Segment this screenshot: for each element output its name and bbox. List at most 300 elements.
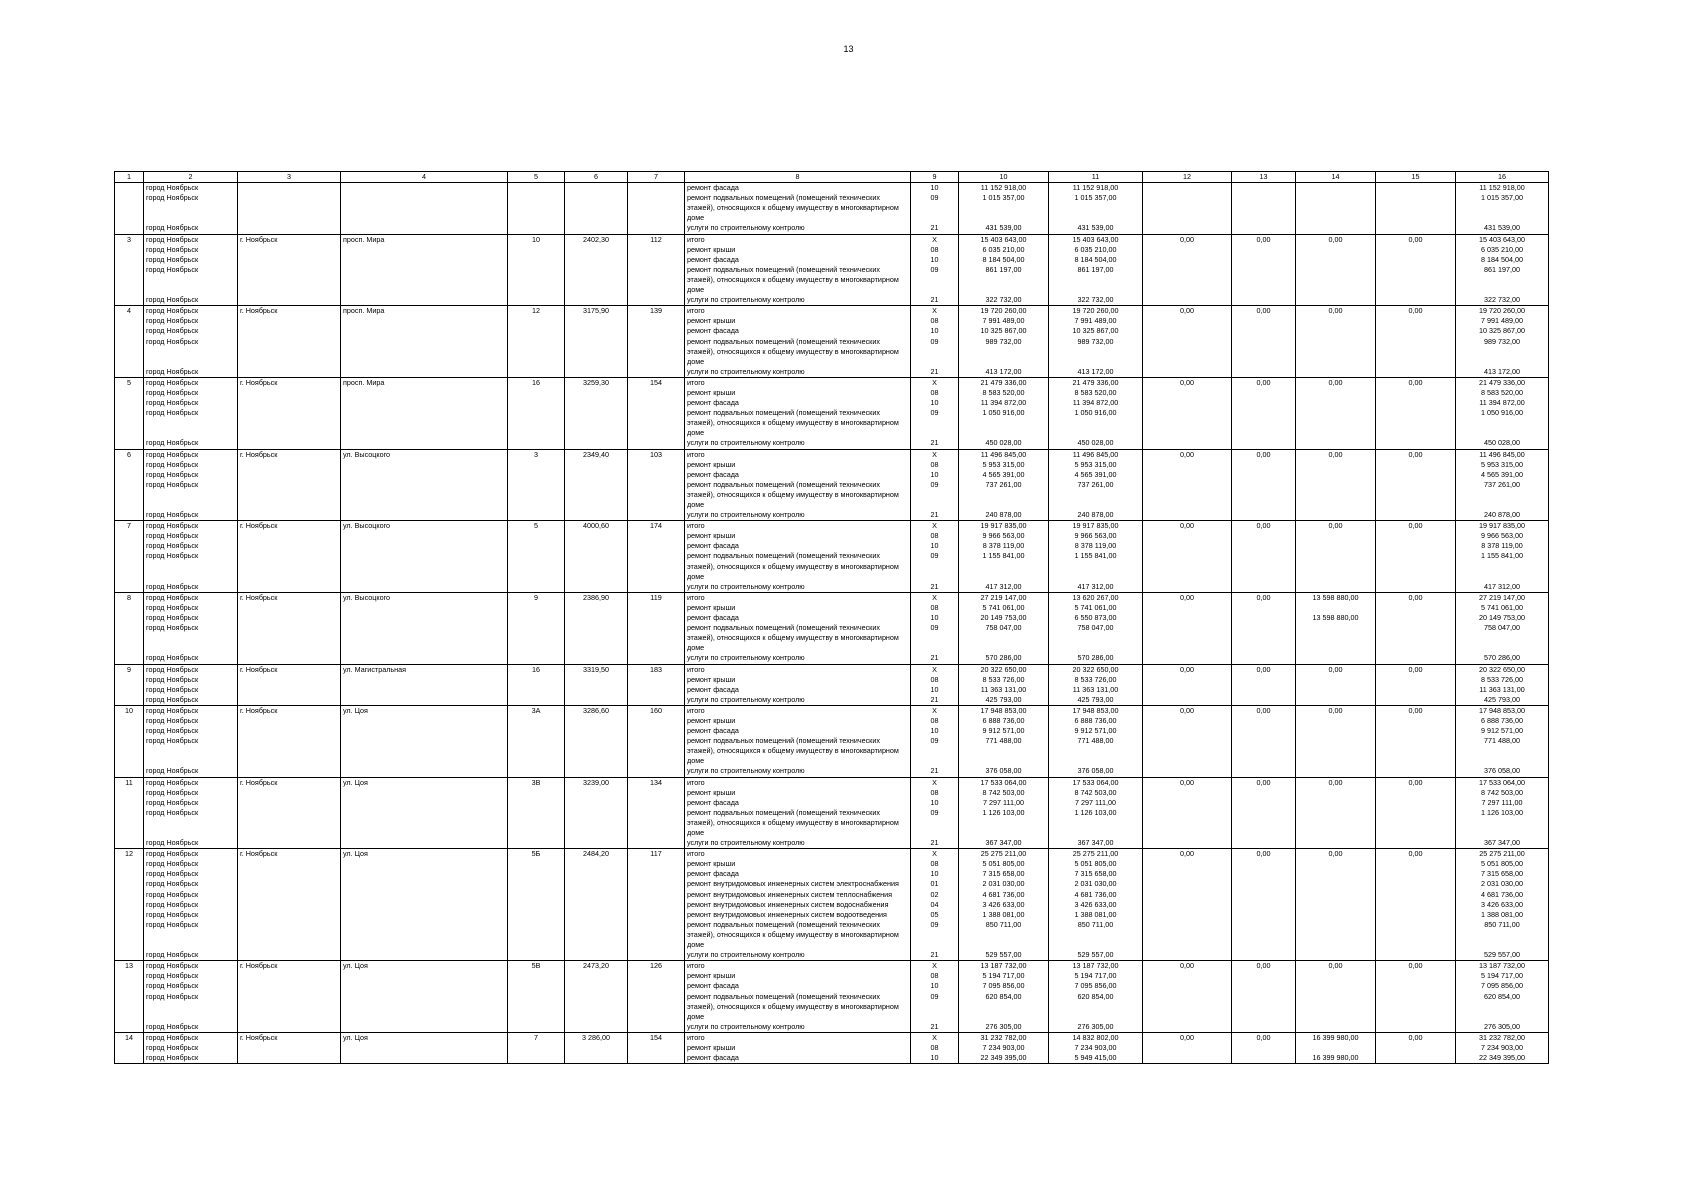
cell-owners-funds: 0,00 xyxy=(1296,705,1376,716)
cell-street xyxy=(341,726,508,736)
cell-residents xyxy=(628,879,685,889)
header-cell: 10 xyxy=(959,172,1049,183)
cell-num xyxy=(115,869,144,879)
cell-col-15 xyxy=(1376,531,1456,541)
cell-col-15: 0,00 xyxy=(1376,849,1456,860)
cell-house xyxy=(508,531,565,541)
header-cell: 6 xyxy=(565,172,628,183)
cell-col-13 xyxy=(1232,265,1296,295)
cell-work-type: ремонт крыши xyxy=(685,388,911,398)
cell-total-cost: 17 948 853,00 xyxy=(959,705,1049,716)
cell-municipal-budget xyxy=(1143,510,1232,521)
cell-total: 9 912 571,00 xyxy=(1456,726,1549,736)
cell-street xyxy=(341,460,508,470)
cell-residents xyxy=(628,869,685,879)
cell-total: 8 533 726,00 xyxy=(1456,675,1549,685)
cell-num xyxy=(115,685,144,695)
cell-total: 22 349 395,00 xyxy=(1456,1053,1549,1064)
cell-street xyxy=(341,1022,508,1033)
cell-street: ул. Цоя xyxy=(341,705,508,716)
cell-municipal-budget xyxy=(1143,438,1232,449)
cell-col-15 xyxy=(1376,623,1456,653)
cell-street xyxy=(341,971,508,981)
table-row xyxy=(115,890,1549,900)
cell-num: 11 xyxy=(115,777,144,788)
cell-total: 570 286,00 xyxy=(1456,653,1549,664)
cell-municipal-budget xyxy=(1143,726,1232,736)
table-row xyxy=(115,950,1549,961)
cell-locality xyxy=(238,716,341,726)
cell-municipal-budget: 0,00 xyxy=(1143,1032,1232,1043)
cell-municipality: город Ноябрьск xyxy=(144,716,238,726)
cell-work-type: итого xyxy=(685,592,911,603)
cell-col-13: 0,00 xyxy=(1232,777,1296,788)
cell-municipality: город Ноябрьск xyxy=(144,766,238,777)
cell-street xyxy=(341,869,508,879)
cell-regional-fund: 4 681 736,00 xyxy=(1049,890,1143,900)
cell-work-code: 09 xyxy=(911,808,959,838)
cell-area xyxy=(565,623,628,653)
cell-house xyxy=(508,551,565,581)
cell-municipal-budget xyxy=(1143,316,1232,326)
table-row xyxy=(115,798,1549,808)
cell-total-cost: 1 126 103,00 xyxy=(959,808,1049,838)
cell-residents: 126 xyxy=(628,961,685,972)
cell-area: 2402,30 xyxy=(565,234,628,245)
cell-municipality: город Ноябрьск xyxy=(144,900,238,910)
table-row xyxy=(115,388,1549,398)
cell-col-15 xyxy=(1376,408,1456,438)
header-cell: 3 xyxy=(238,172,341,183)
cell-col-13 xyxy=(1232,183,1296,194)
cell-municipal-budget xyxy=(1143,653,1232,664)
cell-total-cost: 1 050 916,00 xyxy=(959,408,1049,438)
cell-area xyxy=(565,541,628,551)
cell-num xyxy=(115,1043,144,1053)
cell-total: 240 878,00 xyxy=(1456,510,1549,521)
cell-regional-fund: 417 312,00 xyxy=(1049,582,1143,593)
cell-municipal-budget xyxy=(1143,675,1232,685)
cell-municipal-budget xyxy=(1143,992,1232,1022)
cell-owners-funds xyxy=(1296,531,1376,541)
cell-street xyxy=(341,992,508,1022)
cell-col-15: 0,00 xyxy=(1376,592,1456,603)
cell-total-cost: 17 533 064,00 xyxy=(959,777,1049,788)
cell-work-code: 08 xyxy=(911,675,959,685)
cell-street xyxy=(341,438,508,449)
cell-residents: 174 xyxy=(628,521,685,532)
cell-col-15 xyxy=(1376,653,1456,664)
cell-locality xyxy=(238,992,341,1022)
cell-residents xyxy=(628,859,685,869)
cell-work-code: 21 xyxy=(911,695,959,706)
cell-work-type: ремонт подвальных помещений (помещений технических этажей), относящихся к общему имуществу в многоквартирном доме xyxy=(685,193,911,223)
cell-regional-fund: 276 305,00 xyxy=(1049,1022,1143,1033)
cell-col-13 xyxy=(1232,900,1296,910)
cell-owners-funds xyxy=(1296,879,1376,889)
table-row xyxy=(115,408,1549,438)
house-total-row xyxy=(115,449,1549,460)
cell-work-type: ремонт подвальных помещений (помещений технических этажей), относящихся к общему имуществу в многоквартирном доме xyxy=(685,992,911,1022)
cell-area xyxy=(565,675,628,685)
cell-regional-fund: 570 286,00 xyxy=(1049,653,1143,664)
table-row xyxy=(115,470,1549,480)
cell-work-code: 10 xyxy=(911,726,959,736)
cell-municipal-budget xyxy=(1143,859,1232,869)
cell-residents xyxy=(628,183,685,194)
cell-area: 2349,40 xyxy=(565,449,628,460)
cell-house xyxy=(508,223,565,234)
cell-locality xyxy=(238,869,341,879)
cell-municipal-budget xyxy=(1143,716,1232,726)
cell-municipal-budget: 0,00 xyxy=(1143,705,1232,716)
cell-total: 5 953 315,00 xyxy=(1456,460,1549,470)
cell-street xyxy=(341,541,508,551)
cell-work-code: 10 xyxy=(911,685,959,695)
cell-municipality: город Ноябрьск xyxy=(144,1022,238,1033)
cell-locality xyxy=(238,798,341,808)
cell-num xyxy=(115,470,144,480)
cell-area: 4000,60 xyxy=(565,521,628,532)
cell-work-code: 10 xyxy=(911,1053,959,1064)
cell-municipal-budget xyxy=(1143,1053,1232,1064)
cell-house xyxy=(508,685,565,695)
cell-house xyxy=(508,603,565,613)
cell-house xyxy=(508,337,565,367)
cell-municipality: город Ноябрьск xyxy=(144,460,238,470)
table-row xyxy=(115,920,1549,950)
cell-num xyxy=(115,316,144,326)
cell-house xyxy=(508,736,565,766)
cell-num xyxy=(115,613,144,623)
cell-municipal-budget xyxy=(1143,1022,1232,1033)
cell-owners-funds xyxy=(1296,838,1376,849)
cell-col-15 xyxy=(1376,981,1456,991)
cell-municipal-budget: 0,00 xyxy=(1143,777,1232,788)
cell-work-code: 08 xyxy=(911,316,959,326)
cell-residents xyxy=(628,295,685,306)
cell-col-15: 0,00 xyxy=(1376,664,1456,675)
cell-locality: г. Ноябрьск xyxy=(238,777,341,788)
cell-locality: г. Ноябрьск xyxy=(238,592,341,603)
cell-area xyxy=(565,316,628,326)
header-cell: 2 xyxy=(144,172,238,183)
cell-house xyxy=(508,920,565,950)
cell-total: 31 232 782,00 xyxy=(1456,1032,1549,1043)
cell-num xyxy=(115,603,144,613)
cell-regional-fund: 11 152 918,00 xyxy=(1049,183,1143,194)
cell-municipality: город Ноябрьск xyxy=(144,675,238,685)
cell-work-type: итого xyxy=(685,377,911,388)
cell-total: 11 394 872,00 xyxy=(1456,398,1549,408)
cell-house xyxy=(508,950,565,961)
cell-house xyxy=(508,879,565,889)
cell-work-type: ремонт фасада xyxy=(685,398,911,408)
cell-work-type: ремонт подвальных помещений (помещений технических этажей), относящихся к общему имуществу в многоквартирном доме xyxy=(685,920,911,950)
cell-owners-funds xyxy=(1296,992,1376,1022)
table-row xyxy=(115,910,1549,920)
cell-col-15 xyxy=(1376,245,1456,255)
cell-work-code: X xyxy=(911,1032,959,1043)
cell-total-cost: 9 912 571,00 xyxy=(959,726,1049,736)
cell-municipal-budget xyxy=(1143,685,1232,695)
cell-municipality: город Ноябрьск xyxy=(144,788,238,798)
cell-owners-funds xyxy=(1296,255,1376,265)
cell-municipality: город Ноябрьск xyxy=(144,245,238,255)
cell-municipality: город Ноябрьск xyxy=(144,255,238,265)
cell-owners-funds xyxy=(1296,981,1376,991)
cell-total-cost: 529 557,00 xyxy=(959,950,1049,961)
cell-municipal-budget: 0,00 xyxy=(1143,849,1232,860)
cell-house xyxy=(508,900,565,910)
cell-col-13 xyxy=(1232,398,1296,408)
cell-regional-fund: 5 949 415,00 xyxy=(1049,1053,1143,1064)
cell-owners-funds xyxy=(1296,193,1376,223)
cell-num xyxy=(115,582,144,593)
cell-regional-fund: 8 533 726,00 xyxy=(1049,675,1143,685)
cell-total: 5 741 061,00 xyxy=(1456,603,1549,613)
cell-col-15: 0,00 xyxy=(1376,961,1456,972)
cell-house xyxy=(508,981,565,991)
cell-area xyxy=(565,510,628,521)
cell-municipality: город Ноябрьск xyxy=(144,859,238,869)
table-row xyxy=(115,438,1549,449)
cell-col-15 xyxy=(1376,183,1456,194)
cell-municipality: город Ноябрьск xyxy=(144,316,238,326)
cell-total-cost: 6 888 736,00 xyxy=(959,716,1049,726)
cell-total-cost: 5 194 717,00 xyxy=(959,971,1049,981)
cell-col-13 xyxy=(1232,808,1296,838)
cell-regional-fund: 1 388 081,00 xyxy=(1049,910,1143,920)
cell-municipality: город Ноябрьск xyxy=(144,223,238,234)
cell-locality xyxy=(238,726,341,736)
cell-num xyxy=(115,541,144,551)
cell-work-type: услуги по строительному контролю xyxy=(685,223,911,234)
cell-total: 7 315 658,00 xyxy=(1456,869,1549,879)
cell-work-type: итого xyxy=(685,1032,911,1043)
cell-col-15 xyxy=(1376,326,1456,336)
cell-owners-funds xyxy=(1296,245,1376,255)
cell-owners-funds xyxy=(1296,510,1376,521)
cell-total-cost: 240 878,00 xyxy=(959,510,1049,521)
cell-num xyxy=(115,890,144,900)
cell-regional-fund: 1 050 916,00 xyxy=(1049,408,1143,438)
cell-col-13 xyxy=(1232,551,1296,581)
cell-locality xyxy=(238,736,341,766)
cell-residents xyxy=(628,245,685,255)
cell-street xyxy=(341,337,508,367)
cell-locality xyxy=(238,460,341,470)
cell-total: 8 184 504,00 xyxy=(1456,255,1549,265)
cell-total: 25 275 211,00 xyxy=(1456,849,1549,860)
cell-locality xyxy=(238,1053,341,1064)
cell-regional-fund: 4 565 391,00 xyxy=(1049,470,1143,480)
table-row xyxy=(115,337,1549,367)
cell-municipal-budget xyxy=(1143,950,1232,961)
cell-street xyxy=(341,920,508,950)
cell-work-type: ремонт крыши xyxy=(685,971,911,981)
cell-street xyxy=(341,623,508,653)
cell-municipality: город Ноябрьск xyxy=(144,623,238,653)
cell-municipality: город Ноябрьск xyxy=(144,705,238,716)
cell-num xyxy=(115,859,144,869)
cell-regional-fund: 20 322 650,00 xyxy=(1049,664,1143,675)
cell-owners-funds: 0,00 xyxy=(1296,234,1376,245)
cell-col-13 xyxy=(1232,992,1296,1022)
cell-work-code: X xyxy=(911,449,959,460)
cell-num: 5 xyxy=(115,377,144,388)
cell-total-cost: 8 184 504,00 xyxy=(959,255,1049,265)
cell-col-15 xyxy=(1376,510,1456,521)
cell-residents xyxy=(628,623,685,653)
cell-total-cost: 6 035 210,00 xyxy=(959,245,1049,255)
cell-col-15 xyxy=(1376,992,1456,1022)
cell-work-type: услуги по строительному контролю xyxy=(685,766,911,777)
cell-total: 529 557,00 xyxy=(1456,950,1549,961)
cell-municipality: город Ноябрьск xyxy=(144,510,238,521)
cell-locality xyxy=(238,398,341,408)
cell-residents: 112 xyxy=(628,234,685,245)
cell-area xyxy=(565,480,628,510)
cell-work-code: X xyxy=(911,306,959,317)
cell-area xyxy=(565,408,628,438)
table-row xyxy=(115,265,1549,295)
cell-num xyxy=(115,695,144,706)
cell-total-cost: 11 496 845,00 xyxy=(959,449,1049,460)
cell-work-code: 21 xyxy=(911,582,959,593)
cell-area xyxy=(565,808,628,838)
cell-work-type: услуги по строительному контролю xyxy=(685,695,911,706)
cell-municipal-budget xyxy=(1143,295,1232,306)
cell-col-13 xyxy=(1232,726,1296,736)
cell-owners-funds xyxy=(1296,183,1376,194)
cell-owners-funds xyxy=(1296,388,1376,398)
cell-owners-funds xyxy=(1296,716,1376,726)
cell-work-type: услуги по строительному контролю xyxy=(685,1022,911,1033)
cell-residents xyxy=(628,603,685,613)
cell-residents xyxy=(628,950,685,961)
cell-house xyxy=(508,798,565,808)
cell-residents: 154 xyxy=(628,377,685,388)
cell-street xyxy=(341,582,508,593)
cell-owners-funds xyxy=(1296,551,1376,581)
cell-house: 5В xyxy=(508,961,565,972)
cell-col-15 xyxy=(1376,798,1456,808)
cell-municipality: город Ноябрьск xyxy=(144,736,238,766)
cell-work-type: ремонт крыши xyxy=(685,716,911,726)
cell-total-cost: 1 155 841,00 xyxy=(959,551,1049,581)
cell-num xyxy=(115,223,144,234)
cell-col-15 xyxy=(1376,551,1456,581)
cell-municipality: город Ноябрьск xyxy=(144,551,238,581)
cell-owners-funds xyxy=(1296,798,1376,808)
cell-col-13 xyxy=(1232,367,1296,378)
cell-area: 3175,90 xyxy=(565,306,628,317)
cell-work-code: 10 xyxy=(911,326,959,336)
cell-locality xyxy=(238,695,341,706)
cell-col-15 xyxy=(1376,613,1456,623)
cell-owners-funds xyxy=(1296,398,1376,408)
cell-total-cost: 5 741 061,00 xyxy=(959,603,1049,613)
cell-area xyxy=(565,726,628,736)
cell-street xyxy=(341,798,508,808)
cell-work-code: 08 xyxy=(911,460,959,470)
cell-regional-fund: 5 953 315,00 xyxy=(1049,460,1143,470)
cell-total-cost: 7 991 489,00 xyxy=(959,316,1049,326)
cell-municipality: город Ноябрьск xyxy=(144,849,238,860)
cell-street xyxy=(341,470,508,480)
cell-locality xyxy=(238,223,341,234)
cell-work-type: услуги по строительному контролю xyxy=(685,367,911,378)
cell-residents xyxy=(628,900,685,910)
cell-regional-fund: 19 720 260,00 xyxy=(1049,306,1143,317)
cell-municipality: город Ноябрьск xyxy=(144,265,238,295)
cell-municipal-budget xyxy=(1143,736,1232,766)
cell-area xyxy=(565,685,628,695)
cell-house: 12 xyxy=(508,306,565,317)
cell-total: 758 047,00 xyxy=(1456,623,1549,653)
cell-col-13 xyxy=(1232,510,1296,521)
cell-locality xyxy=(238,367,341,378)
cell-work-type: ремонт фасада xyxy=(685,869,911,879)
cell-col-15 xyxy=(1376,438,1456,449)
cell-locality xyxy=(238,890,341,900)
table-row xyxy=(115,480,1549,510)
cell-regional-fund: 758 047,00 xyxy=(1049,623,1143,653)
cell-locality: г. Ноябрьск xyxy=(238,377,341,388)
cell-total: 850 711,00 xyxy=(1456,920,1549,950)
cell-col-13: 0,00 xyxy=(1232,306,1296,317)
cell-total: 6 888 736,00 xyxy=(1456,716,1549,726)
cell-owners-funds xyxy=(1296,736,1376,766)
cell-work-code: 09 xyxy=(911,337,959,367)
table-row xyxy=(115,398,1549,408)
cell-regional-fund: 6 888 736,00 xyxy=(1049,716,1143,726)
cell-area xyxy=(565,438,628,449)
cell-col-15 xyxy=(1376,223,1456,234)
cell-work-code: 10 xyxy=(911,183,959,194)
cell-num: 12 xyxy=(115,849,144,860)
cell-municipality: город Ноябрьск xyxy=(144,326,238,336)
cell-residents xyxy=(628,920,685,950)
cell-municipality: город Ноябрьск xyxy=(144,367,238,378)
cell-regional-fund: 25 275 211,00 xyxy=(1049,849,1143,860)
cell-street xyxy=(341,265,508,295)
cell-col-13 xyxy=(1232,869,1296,879)
cell-residents xyxy=(628,838,685,849)
cell-area xyxy=(565,295,628,306)
cell-street xyxy=(341,766,508,777)
cell-house xyxy=(508,398,565,408)
cell-house xyxy=(508,838,565,849)
cell-municipality: город Ноябрьск xyxy=(144,377,238,388)
cell-total: 6 035 210,00 xyxy=(1456,245,1549,255)
cell-regional-fund: 2 031 030,00 xyxy=(1049,879,1143,889)
cell-col-15 xyxy=(1376,337,1456,367)
cell-total-cost: 570 286,00 xyxy=(959,653,1049,664)
cell-locality xyxy=(238,255,341,265)
cell-work-type: ремонт подвальных помещений (помещений технических этажей), относящихся к общему имуществу в многоквартирном доме xyxy=(685,808,911,838)
cell-street xyxy=(341,981,508,991)
cell-area xyxy=(565,890,628,900)
cell-owners-funds xyxy=(1296,859,1376,869)
cell-work-type: ремонт фасада xyxy=(685,541,911,551)
cell-locality xyxy=(238,193,341,223)
cell-house xyxy=(508,613,565,623)
cell-col-15 xyxy=(1376,603,1456,613)
house-total-row xyxy=(115,705,1549,716)
table-row xyxy=(115,603,1549,613)
